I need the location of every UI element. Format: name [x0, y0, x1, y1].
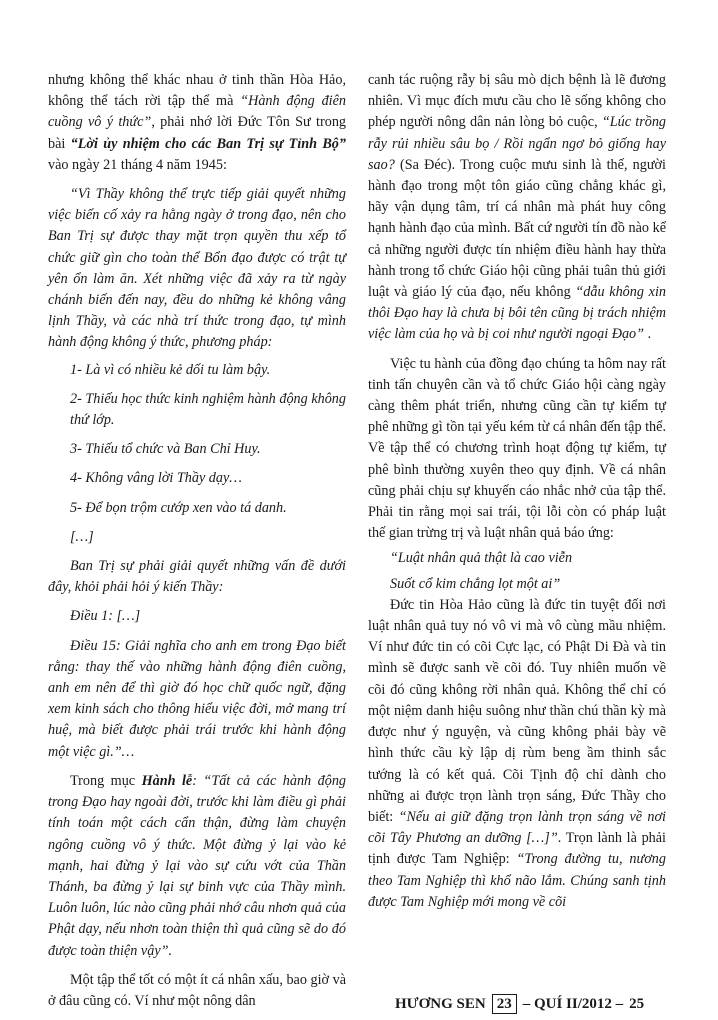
- list-item: 4- Không vâng lời Thầy dạy…: [70, 470, 242, 487]
- magazine-name: HƯƠNG SEN: [395, 995, 486, 1012]
- paragraph: nhưng không thể khác nhau ở tinh thần Hòa Hảo, không thể tách rời tập thể mà “Hành động điên cuồng vô ý thức”, phải nhớ lời Đức Tôn Sư trong bài “Lời ủy nhiệm cho các Ban Trị sự Tỉnh Bộ” vào ngày 21 tháng 4 năm 1945:: [48, 72, 347, 173]
- paragraph: Trong mục Hành lễ: “Tất cả các hành động trong Đạo hay ngoài đời, trước khi làm điều gì phải tính toán một cách cẩn thận, đừng làm chuyện ngông cuồng vô ý thức. Một đừng ỷ lại vào kẻ mạnh, hai đừng ỷ lại vào sự cứu vớt của Thần Thánh, ba đừng ỷ lại sự binh vực của Thầy mình. Luôn luôn, lúc nào cũng phải nhớ câu nhơn quả của Phật dạy, nếu nhơn toàn thiện thì quả cũng sẽ do đó được toàn thiện vậy”.: [48, 772, 347, 959]
- paragraph: Đức tin Hòa Hảo cũng là đức tin tuyệt đối nơi luật nhân quả tuy nó vô vi mà vô cùng mầu nhiệm. Ví như đức tin có cõi Cực lạc, có Phật Di Đà và tin mình sẽ được sanh về cõi đó. Tuy nhiên muốn về cõi đó cũng không rời nhân quả. Không thể chỉ có một niệm danh hiệu suông như thần chú thần kỳ mà được như ý nguyện, và cũng không phải bày vẽ hình thức cầu kỳ lập dị rùm beng ầm thinh sắc tướng là có kết quả. Cõi Tịnh độ chỉ dành cho những ai được trọn lành trọn sáng, Đức Thầy cho biết: “Nếu ai giữ đặng trọn lành trọn sáng về nơi cõi Tây Phương an dưỡng […]”. Trọn lành là phải tịnh được Tam Nghiệp: “Trong đường tu, nương theo Tam Nghiệp thì khổ não lắm. Chúng sanh tịnh được Tam Nghiệp mới mong về cõi: [368, 596, 666, 910]
- issue-period: – QUÍ II/2012 –: [522, 995, 624, 1012]
- list-item: 5- Để bọn trộm cướp xen vào tá danh.: [70, 499, 287, 516]
- paragraph: canh tác ruộng rẫy bị sâu mò dịch bệnh là lẽ đương nhiên. Vì mục đích mưu cầu cho lẽ sống không cho phép người nông dân nản lòng bỏ cuộc, “Lúc trồng rẫy rủi nhiều sâu bọ / Rồi ngẩn ngơ bỏ giống hay sao? (Sa Đéc). Trong cuộc mưu sinh là thế, người hành đạo trong một tôn giáo cũng chẳng khác gì, hãy vận dụng tâm, trí cá nhân mà phát huy công hạnh hành đạo của mình. Bất cứ người tín đồ nào kể cả những người được tín nhiệm điều hành hay thừa hành trong tổ chức Giáo hội cũng phải tuân thủ giới luật và giáo lý của đạo, nếu không “dẫu không xin thôi Đạo hay là chưa bị bôi tên cũng bị trách nhiệm việc làm của họ và bị coi như người ngoại Đạo” .: [368, 72, 667, 343]
- article-label: Điều 1: […]: [70, 608, 141, 625]
- list-item: 3- Thiếu tổ chức và Ban Chỉ Huy.: [70, 441, 261, 458]
- left-column: [48, 70, 346, 1012]
- verse-line: Suốt cổ kim chẳng lọt một ai”: [390, 575, 561, 592]
- quote-paragraph: Điều 15: Giải nghĩa cho anh em trong Đạo biết rằng: thay thế vào những hành động điên cuồng, anh em nên để thì giờ đó học chữ quốc ngữ, đặng xem kinh sách cho thông hiểu việc đời, mở mang trí huệ, mà biết được phải trái trước khi hành động một việc gì.”…: [48, 637, 346, 760]
- paragraph: Một tập thể tốt có một ít cá nhân xấu, bao giờ và ở đâu cũng có. Ví như một nông dân: [48, 971, 346, 1009]
- page-footer: [395, 993, 695, 1015]
- quote-paragraph: Ban Trị sự phải giải quyết những vấn đề dưới đây, khỏi phải hỏi ý kiến Thầy:: [48, 558, 346, 596]
- paragraph: Việc tu hành của đồng đạo chúng ta hôm nay rất tinh tấn chuyên cần và tổ chức Giáo hội càng ngày càng thêm phát triển, nhưng cũng cần tự kiểm tự phê những gì tồn tại yếu kém từ cá nhân đến tập thể. Về tập thể có chương trình hoạt động tự kiểm, tự phê bình thường xuyên theo quy định. Về cá nhân cũng phải chịu sự khuyến cáo nhắc nhở của tập thể. Phải tin rằng mọi sai trái, tội lỗi còn có pháp luật thế gian trừng trị và luật nhân quả báo ứng:: [368, 355, 666, 542]
- list-item: […]: [70, 528, 94, 545]
- quote-paragraph: “Vì Thầy không thể trực tiếp giải quyết những việc biến cố xảy ra hằng ngày ở trong đạo, nên cho Ban Trị sự được thay mặt trọn quyền thu xếp tổ chức giữ gìn cho toàn thể Bổn đạo được có trật tự yên ổn làm ăn. Xét những việc đã xảy ra từ ngày chánh biến đến nay, đều do những kẻ không vâng lịnh Thầy, và các nhà trí thức trong đạo, tự mình hành động không ý thức, phương pháp:: [48, 186, 346, 351]
- page-number: 25: [629, 995, 645, 1012]
- list-item: 2- Thiếu học thức kinh nghiệm hành động không thứ lớp.: [70, 390, 346, 429]
- right-column: [368, 70, 666, 913]
- verse-line: “Luật nhân quả thật là cao viễn: [390, 550, 573, 567]
- list-item: 1- Là vì có nhiều kẻ dối tu làm bậy.: [70, 361, 271, 378]
- issue-number: 23: [492, 994, 517, 1014]
